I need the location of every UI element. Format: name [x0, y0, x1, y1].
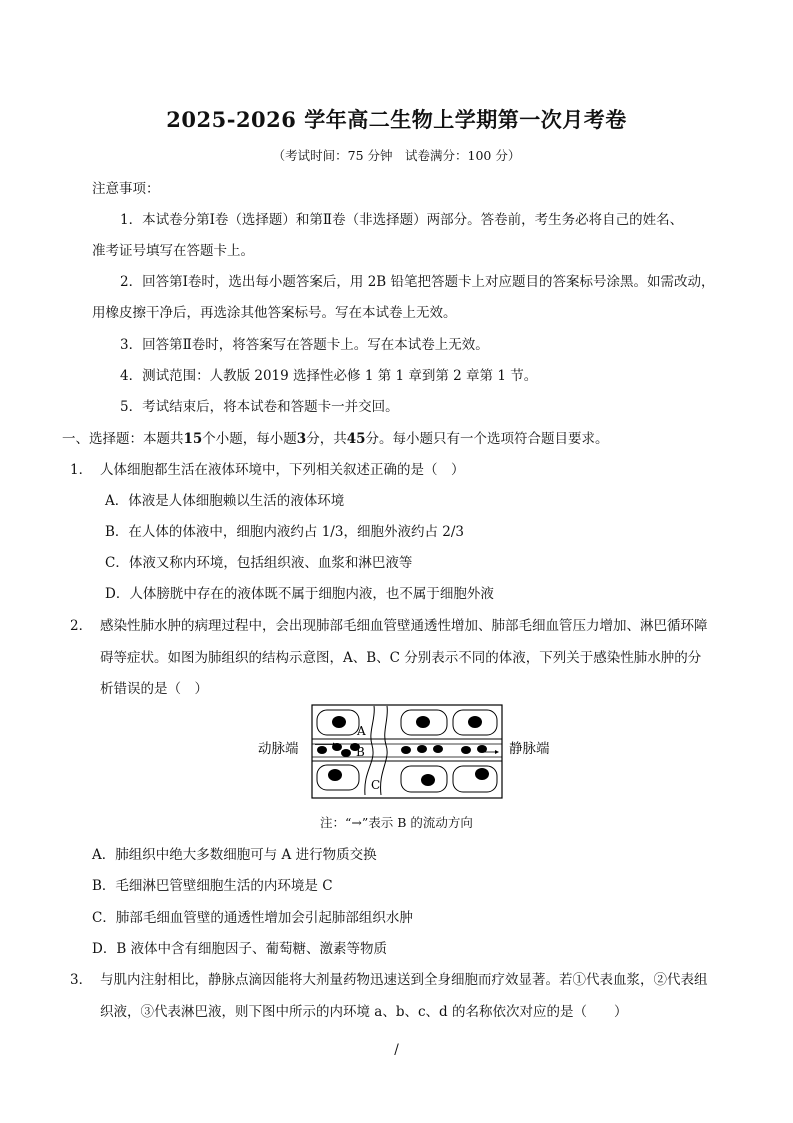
blood-cell — [317, 746, 327, 754]
section-1-text-1: 一、选择题：本题共 — [62, 431, 184, 447]
notice-item-3: 3．回答第Ⅱ卷时，将答案写在答题卡上。写在本试卷上无效。 — [120, 337, 489, 353]
blood-cell — [417, 745, 427, 753]
q2-stem-line-3: 析错误的是（ ） — [100, 681, 208, 697]
q2-option-c: C．肺部毛细血管壁的通透性增加会引起肺部组织水肿 — [92, 910, 413, 926]
q2-option-d: D．B 液体中含有细胞因子、葡萄糖、激素等物质 — [92, 941, 388, 957]
lung-tissue-diagram — [255, 700, 575, 805]
venous-end-label: 静脉端 — [509, 741, 550, 757]
q1-option-a: A．体液是人体细胞赖以生活的液体环境 — [105, 493, 345, 509]
notice-heading: 注意事项： — [92, 181, 160, 197]
page-footer: / — [394, 1042, 399, 1058]
q2-stem-line-1: 感染性肺水肿的病理过程中，会出现肺部毛细血管壁通透性增加、肺部毛细血管压力增加、淋巴循环障 — [100, 618, 708, 634]
q1-option-c: C．体液又称内环境，包括组织液、血浆和淋巴液等 — [105, 555, 413, 571]
q1-option-b: B．在人体的体液中，细胞内液约占 1/3，细胞外液约占 2/3 — [105, 524, 464, 540]
cell-nucleus — [332, 716, 346, 728]
section-1-text-2: 个小题，每小题 — [202, 431, 297, 447]
cell-nucleus — [416, 716, 430, 728]
lung-tissue-figure — [255, 700, 575, 805]
q1-number: 1． — [70, 462, 93, 478]
section-1-text-4: 分。每小题只有一个选项符合题目要求。 — [365, 431, 609, 447]
fluid-label-c: C — [371, 778, 381, 792]
notice-item-2-line-1: 2．回答第Ⅰ卷时，选出每小题答案后，用 2B 铅笔把答题卡上对应题目的答案标号涂黑。如需改动， — [120, 274, 715, 290]
blood-cell — [461, 746, 471, 754]
section-1-text-3: 分，共 — [306, 431, 347, 447]
notice-item-5: 5．考试结束后，将本试卷和答题卡一并交回。 — [120, 399, 399, 415]
notice-item-4: 4．测试范围：人教版 2019 选择性必修 1 第 1 章到第 2 章第 1 节。 — [120, 368, 538, 384]
section-1-count: 15 — [183, 431, 203, 447]
notice-item-1-line-1: 1．本试卷分第Ⅰ卷（选择题）和第Ⅱ卷（非选择题）两部分。答卷前，考生务必将自己的姓名、 — [120, 212, 684, 228]
tissue-cell — [453, 766, 497, 792]
q2-number: 2． — [70, 618, 93, 634]
arterial-end-label: 动脉端 — [258, 741, 299, 757]
cell-nucleus — [468, 716, 482, 728]
section-1-score: 3 — [296, 431, 307, 447]
blood-cell — [341, 749, 351, 757]
q1-stem: 人体细胞都生活在液体环境中，下列相关叙述正确的是（ ） — [100, 462, 465, 478]
blood-cell — [401, 746, 411, 754]
section-1-total: 45 — [346, 431, 366, 447]
exam-title: 2025-2026 学年高二生物上学期第一次月考卷 — [166, 107, 627, 132]
q3-number: 3． — [70, 972, 93, 988]
q2-option-a: A．肺组织中绝大多数细胞可与 A 进行物质交换 — [92, 847, 377, 863]
q2-option-b: B．毛细淋巴管壁细胞生活的内环境是 C — [92, 878, 333, 894]
fluid-label-b: B — [356, 745, 365, 759]
fluid-label-a: A — [357, 724, 366, 738]
section-1-heading — [62, 427, 609, 447]
notice-item-2-line-2: 用橡皮擦干净后，再选涂其他答案标号。写在本试卷上无效。 — [92, 305, 457, 321]
lymph-capillary-wall-right — [381, 706, 388, 795]
q3-stem-line-2: 织液，③代表淋巴液，则下图中所示的内环境 a、b、c、d 的名称依次对应的是（ ） — [100, 1004, 628, 1020]
q2-stem-line-2: 碍等症状。如图为肺组织的结构示意图，A、B、C 分别表示不同的体液，下列关于感染性肺水肿的分 — [100, 650, 702, 666]
q1-option-d: D．人体膀胱中存在的液体既不属于细胞内液，也不属于细胞外液 — [105, 586, 494, 602]
q3-stem-line-1: 与肌内注射相比，静脉点滴因能将大剂量药物迅速送到全身细胞而疗效显著。若①代表血浆，②代表组 — [100, 972, 708, 988]
cell-nucleus — [421, 774, 435, 786]
notice-item-1-line-2: 准考证号填写在答题卡上。 — [92, 243, 254, 259]
figure-caption: 注：“→”表示 B 的流动方向 — [320, 815, 473, 830]
exam-subtitle: （考试时间：75 分钟 试卷满分：100 分） — [272, 148, 521, 163]
cell-nucleus — [328, 769, 342, 781]
blood-cell — [433, 745, 443, 753]
flow-arrowhead-right — [495, 750, 499, 754]
cell-nucleus — [475, 768, 489, 780]
